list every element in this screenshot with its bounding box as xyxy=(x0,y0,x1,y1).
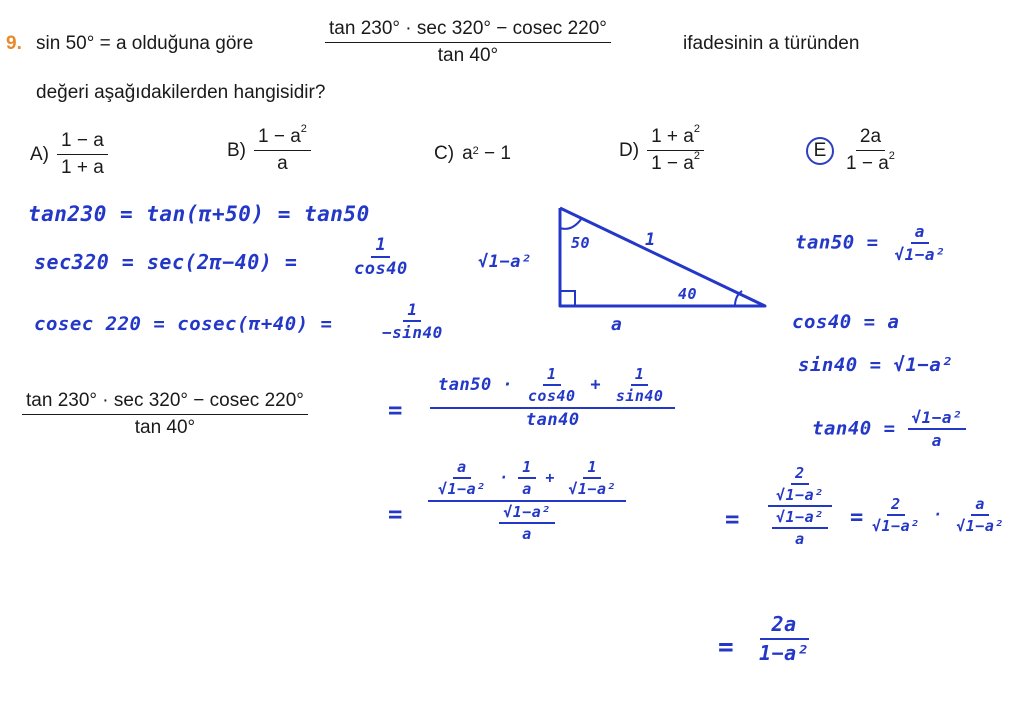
option-c-exponent: 2 xyxy=(472,145,479,157)
option-d-num-exponent: 2 xyxy=(693,123,700,135)
option-e-numerator: 2a xyxy=(856,126,885,151)
tri-label-hypotenuse: 1 xyxy=(645,230,656,250)
option-b-denominator: a xyxy=(277,153,288,174)
hw-eq-1: = xyxy=(388,396,403,424)
option-a-label: A) xyxy=(30,143,49,165)
hw-step1-f2-num: 1 xyxy=(631,365,649,386)
hw-step1 xyxy=(430,365,675,430)
hw-final-answer xyxy=(755,612,813,665)
hw-eq-2: = xyxy=(388,500,403,528)
tri-label-base: a xyxy=(611,314,623,335)
hw-step3-num-num: 2 xyxy=(791,464,809,485)
option-e-exponent: 2 xyxy=(888,150,895,162)
hw-sin40: sin40 = √1−a² xyxy=(798,354,954,376)
option-c-label: C) xyxy=(434,143,455,164)
hw-tan50-label: tan50 = xyxy=(795,231,879,254)
hw-final-num: 2a xyxy=(760,612,809,640)
hw-step1-f2-den: sin40 xyxy=(615,387,664,405)
hw-tan40-num: √1−a² xyxy=(908,408,967,430)
hw-step3-den-den: a xyxy=(795,530,805,548)
hw-sec-num: 1 xyxy=(371,235,390,258)
hw-step2-den-den: a xyxy=(522,525,532,543)
hw-step3-num-den: √1−a² xyxy=(776,486,824,504)
hw-eq-3: = xyxy=(725,505,740,533)
hw-step1-den: tan40 xyxy=(525,410,580,430)
hw-cosec-num: 1 xyxy=(403,300,421,322)
option-a-denominator: 1 + a xyxy=(61,157,104,178)
option-d-denominator: 1 − a xyxy=(651,153,694,174)
option-b-exponent: 2 xyxy=(300,123,307,135)
option-e-denominator: 1 − a xyxy=(846,153,889,174)
hw-step1-tan50: tan50 · xyxy=(438,375,514,395)
hw-eq-final: = xyxy=(718,632,735,662)
hw-step1-f1-num: 1 xyxy=(543,365,561,386)
option-c-base: a xyxy=(462,143,473,164)
hw-step2-c-num: 1 xyxy=(583,458,601,479)
hw-tan40 xyxy=(812,408,966,450)
hw-step2-b-num: 1 xyxy=(518,458,536,479)
hw-eq-4: = xyxy=(850,505,864,530)
hw-step3-den-num: √1−a² xyxy=(772,508,828,529)
option-b-numerator: 1 − a xyxy=(258,126,301,147)
hw-sec320-fraction xyxy=(350,235,412,279)
option-c-tail: − 1 xyxy=(478,143,511,164)
hw-step4-b-den: √1−a² xyxy=(956,517,1004,535)
hw-cosec-fraction xyxy=(378,300,447,342)
option-d-den-exponent: 2 xyxy=(693,150,700,162)
tri-label-left-side: √1−a² xyxy=(478,252,532,272)
question-line2: değeri aşağıdakilerden hangisidir? xyxy=(36,82,326,103)
right-triangle xyxy=(560,208,765,306)
hw-tan40-label: tan40 = xyxy=(812,417,896,440)
option-e-label: E xyxy=(813,139,827,161)
hw-tan50-num: a xyxy=(911,222,929,244)
hw-step1-plus: + xyxy=(590,375,602,395)
hw-step4 xyxy=(868,495,1008,535)
hw-tan50-den: √1−a² xyxy=(894,245,946,264)
hw-step2-a-num: a xyxy=(453,458,471,479)
question-number: 9. xyxy=(6,33,22,54)
hw-step4-b-num: a xyxy=(971,495,989,516)
right-angle-mark xyxy=(560,291,575,306)
option-a-numerator: 1 − a xyxy=(57,130,108,155)
question-lead: sin 50° = a olduğuna göre xyxy=(36,33,254,54)
hw-step2-plus: + xyxy=(545,468,555,487)
hw-cos40: cos40 = a xyxy=(792,311,900,333)
hw-line-tan230: tan230 = tan(π+50) = tan50 xyxy=(28,202,370,226)
hw-step2 xyxy=(428,458,626,543)
question-tail: ifadesinin a türünden xyxy=(683,33,860,54)
hw-step2-den-num: √1−a² xyxy=(499,503,555,524)
hw-sec-den: cos40 xyxy=(354,259,408,279)
hw-step1-f1-den: cos40 xyxy=(527,387,576,405)
option-b-label: B) xyxy=(227,139,246,161)
tri-label-angle-40: 40 xyxy=(678,285,698,303)
hw-final-den: 1−a² xyxy=(759,641,810,665)
expression-repeat xyxy=(22,390,308,439)
hw-line-cosec220: cosec 220 = cosec(π+40) = xyxy=(34,313,333,335)
hw-tan50 xyxy=(795,222,949,264)
option-d-label: D) xyxy=(619,139,640,161)
angle-arc-top xyxy=(560,218,582,229)
hw-step2-b-den: a xyxy=(522,480,532,498)
hw-step3 xyxy=(768,464,832,548)
hw-step2-dot: · xyxy=(499,468,509,487)
hw-tan40-den: a xyxy=(931,431,942,450)
hw-cosec-den: −sin40 xyxy=(382,323,443,342)
hw-line-sec320: sec320 = sec(2π−40) = xyxy=(34,250,298,274)
hw-step2-a-den: √1−a² xyxy=(438,480,486,498)
expression-numerator: tan 230° · sec 320° − cosec 220° xyxy=(325,18,611,43)
expression-repeat-denominator: tan 40° xyxy=(134,417,196,438)
hw-step4-a-den: √1−a² xyxy=(872,517,920,535)
hw-step4-a-num: 2 xyxy=(887,495,905,516)
hw-step4-dot: · xyxy=(933,505,943,524)
tri-label-angle-50: 50 xyxy=(571,234,591,252)
hw-step2-c-den: √1−a² xyxy=(568,480,617,498)
expression-denominator: tan 40° xyxy=(437,45,499,66)
expression-repeat-numerator: tan 230° · sec 320° − cosec 220° xyxy=(22,390,308,415)
option-d-numerator: 1 + a xyxy=(651,126,694,147)
